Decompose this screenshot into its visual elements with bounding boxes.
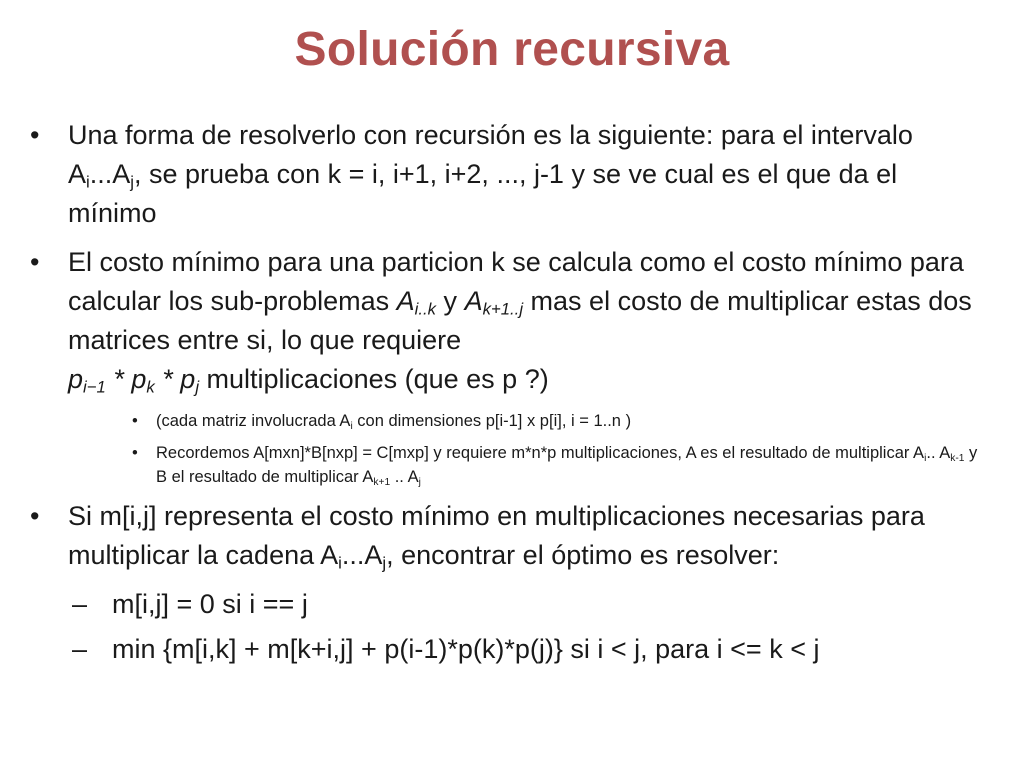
text: , encontrar el óptimo es resolver: <box>386 540 780 570</box>
text: ...A <box>341 540 383 570</box>
subscript: j <box>418 476 421 488</box>
math-operator: * <box>154 364 181 394</box>
text: El costo mínimo para una particion k se calcula como el costo mínimo para calcular los sub-problemas <box>68 247 964 316</box>
text: Si m[i,j] representa el costo mínimo en multiplicaciones necesarias para multiplicar la cadena A <box>68 501 925 570</box>
dash-item-base-case: – m[i,j] = 0 si i == j <box>112 585 988 624</box>
text: Una forma de resolverlo con recursión es la siguiente: para el intervalo A <box>68 120 913 189</box>
math-symbol: A <box>396 286 415 316</box>
text: , se prueba con k = i, i+1, i+2, ..., j-1 y se ve cual es el que da el mínimo <box>68 159 898 228</box>
subscript: j <box>130 172 134 192</box>
subscript: k+1 <box>373 476 391 488</box>
subscript: i <box>86 172 90 192</box>
math-subscript: j <box>195 377 200 397</box>
math-subscript: k+1..j <box>482 299 524 319</box>
math-symbol: p <box>131 364 147 394</box>
math-subscript: k <box>146 377 155 397</box>
subscript: k-1 <box>950 452 965 464</box>
math-symbol: p <box>180 364 196 394</box>
text: con dimensiones p[i-1] x p[i], i = 1..n ) <box>352 412 632 430</box>
subscript: i <box>350 420 353 432</box>
math-operator: * <box>105 364 132 394</box>
math-subscript: i..k <box>414 299 437 319</box>
bullet-list <box>68 116 988 675</box>
math-subscript: i−1 <box>83 377 106 397</box>
sub-bullet-recall <box>156 441 988 489</box>
bullet-definition-m <box>68 497 988 575</box>
text: (cada matriz involucrada A <box>156 412 351 430</box>
bullet-recursion-intro <box>68 116 988 233</box>
text: .. A <box>926 444 951 462</box>
text: multiplicaciones (que es p ?) <box>199 364 549 394</box>
sub-bullet-dimensions <box>156 409 988 433</box>
text: ...A <box>89 159 131 189</box>
text: y <box>436 286 465 316</box>
text: .. A <box>390 468 419 486</box>
subscript: i <box>338 553 342 573</box>
bullet-partition-cost <box>68 243 988 399</box>
slide-title: Solución recursiva <box>294 23 730 76</box>
math-symbol: p <box>68 364 84 394</box>
subscript: i <box>924 452 927 464</box>
subscript: j <box>382 553 387 573</box>
math-symbol: A <box>464 286 483 316</box>
dash-item-recurrence: – min {m[i,k] + m[k+i,j] + p(i-1)*p(k)*p(j)} si i < j, para i <= k < j <box>112 630 988 669</box>
text: mas el costo de multiplicar estas dos matrices entre si, lo que requiere <box>68 286 972 355</box>
text: y B el resultado de multiplicar A <box>156 444 978 486</box>
text: Recordemos A[mxn]*B[nxp] = C[mxp] y requiere m*n*p multiplicaciones, A es el resultado de multiplicar A <box>156 444 925 462</box>
